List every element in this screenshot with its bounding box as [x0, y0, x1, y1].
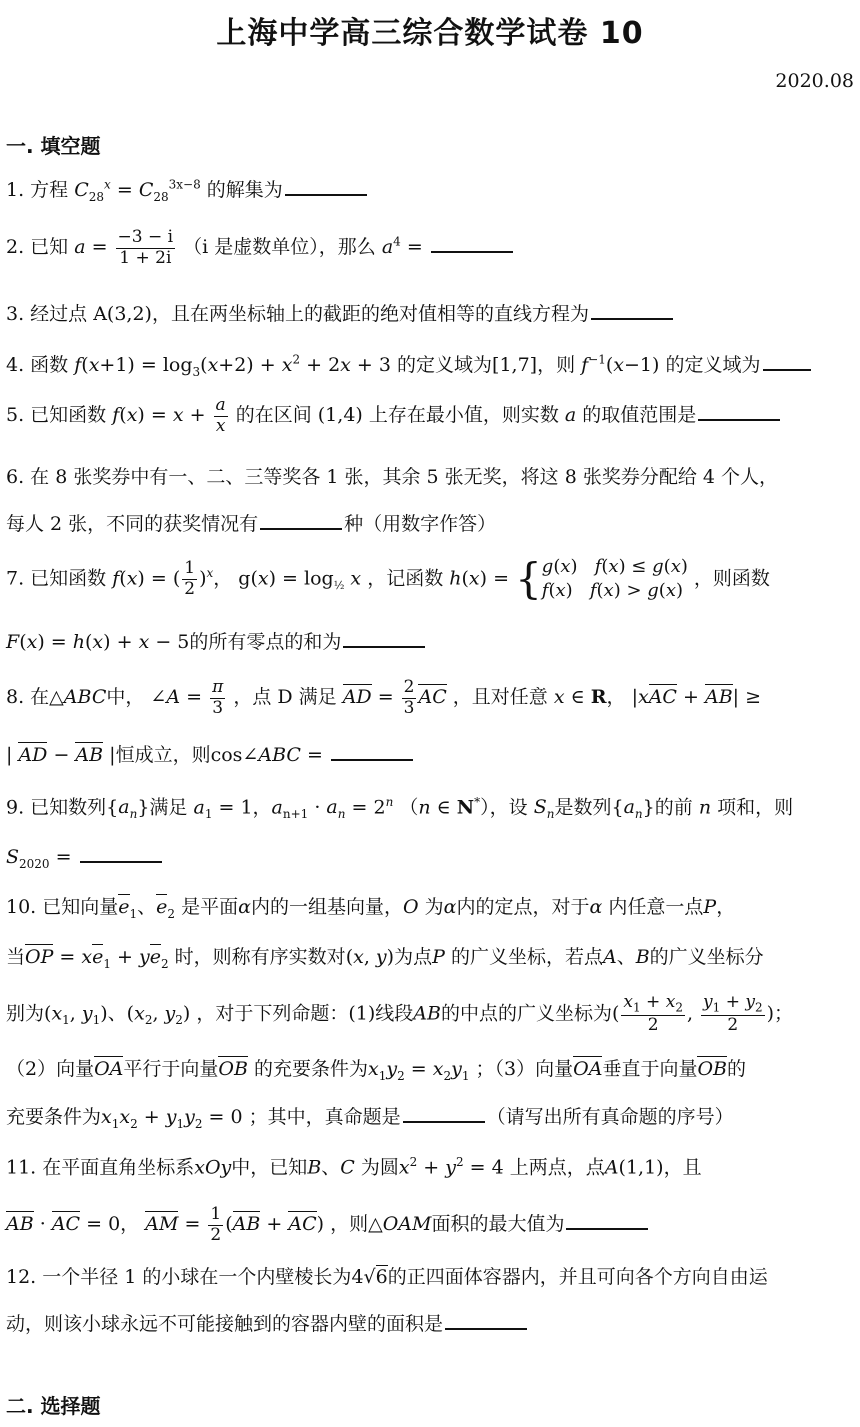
answer-blank-7[interactable] — [343, 628, 425, 648]
question-10-line-4: （2）向量OA平行于向量OB 的充要条件为$x_1y_2 = x_2y_1$ ；（3）向量OA垂直于向量OB的 — [6, 1058, 747, 1083]
exam-date: 2020.08 — [775, 70, 854, 92]
answer-blank-1[interactable] — [285, 176, 367, 196]
question-6-line-1: 6. 在 8 张奖券中有一、二、三等奖各 1 张，其余 5 张无奖，将这 8 张奖券分配给 4 个人， — [6, 466, 779, 488]
question-10-line-2: 当OP = $xe_1 + ye_2$ 时，则称有序实数对(x, y)为点P 的广义坐标，若点A、B的广义坐标分 — [6, 946, 764, 971]
answer-blank-8[interactable] — [331, 741, 413, 761]
question-9-line-1: 9. 已知数列$\{a_n\}$满足 $a_1 = 1$，$a_{n+1} \cdot a_n = 2^n$ （n ∈ N*），设 $S_n$是数列$\{a_n\}$的前 n 项和，则 — [6, 795, 794, 822]
answer-blank-3[interactable] — [591, 300, 673, 320]
question-11-line-1: 11. 在平面直角坐标系xOy中，已知B、C 为圆$x^2 + y^2 = 4$ 上两点，点A(1,1)，且 — [6, 1155, 702, 1179]
answer-blank-5[interactable] — [698, 401, 780, 421]
question-3: 3. 经过点 A(3,2)，且在两坐标轴上的截距的绝对值相等的直线方程为 — [6, 300, 856, 327]
question-8-line-1: 8. 在△ABC中， ∠A = $\frac{\pi}{3}$ ，点 D 满足 AD = $\frac{2}{3}$ AC ，且对任意 x ∈ R， |xAC + AB| ≥ — [6, 677, 762, 718]
question-10-line-1: 10. 已知向量$e_1$、$e_2$ 是平面α内的一组基向量，O 为α内的定点，对于α 内任意一点P， — [6, 896, 736, 921]
answer-blank-10[interactable] — [403, 1103, 485, 1123]
question-7-line-1: 7. 已知函数 f(x) = ( $\frac{1}{2}$ )$^x$， $g(x) = \log_{\frac{1}{2}} x$ ，记函数 h(x) = {g(x) f(x) ≤ g(x) f(x) f(x) > g(x) ，则函数 — [6, 554, 770, 603]
answer-blank-9[interactable] — [80, 843, 162, 863]
answer-blank-6[interactable] — [260, 510, 342, 530]
question-4: 4. 函数 $f(x+1) = \log_3(x+2) + x^2 + 2x + 3$ 的定义域为[1,7]，则 $f^{-1}(x-1)$ 的定义域为 — [6, 351, 856, 380]
question-6-line-2: 每人 2 张，不同的获奖情况有 种（用数字作答） — [6, 510, 856, 537]
question-11-line-2: AB · AC = 0， AM = $\frac{1}{2}$ (AB + AC) ，则△OAM面积的最大值为 — [6, 1205, 856, 1245]
answer-blank-2[interactable] — [431, 233, 513, 253]
question-10-line-5: 充要条件为$x_1x_2 + y_1y_2 = 0$ ；其中，真命题是 （请写出所有真命题的序号） — [6, 1103, 856, 1132]
question-12-line-2: 动，则该小球永远不可能接触到的容器内壁的面积是 — [6, 1310, 856, 1337]
question-10-line-3: 别为($x_1$, $y_1$)、($x_2$, $y_2$) ，对于下列命题：(1)线段AB的中点的广义坐标为( $\frac{x_1 + x_2}{2}$ , $\frac{y_1 + y_2}{2}$ )； — [6, 992, 794, 1036]
answer-blank-4[interactable] — [763, 351, 811, 371]
section-fill-in-blank: 一. 填空题 — [6, 134, 101, 158]
question-7-line-2: F(x) = h(x) + x − 5的所有零点的和为 — [6, 628, 856, 655]
question-2: 2. 已知 a = $\frac{-3 - i}{1 + 2i}$ （i 是虚数单位），那么 $a^4$ = — [6, 228, 856, 268]
section-multiple-choice: 二. 选择题 — [6, 1394, 101, 1418]
question-8-line-2: | AD − AB |恒成立，则cos∠ABC = — [6, 741, 856, 768]
question-9-line-2: $S_{2020}$ = — [6, 843, 856, 872]
answer-blank-12[interactable] — [445, 1310, 527, 1330]
question-5: 5. 已知函数 f(x) = x + $\frac{a}{x}$ 的在区间 (1,4) 上存在最小值，则实数 a 的取值范围是 — [6, 396, 856, 436]
page-title: 上海中学高三综合数学试卷 10 — [216, 16, 644, 51]
question-1: 1. 方程 $C_{28}^x = C_{28}^{3x-8}$ 的解集为 — [6, 176, 856, 205]
question-12-line-1: 12. 一个半径 1 的小球在一个内壁棱长为4√6的正四面体容器内，并且可向各个方向自由运 — [6, 1266, 768, 1288]
answer-blank-11[interactable] — [566, 1210, 648, 1230]
